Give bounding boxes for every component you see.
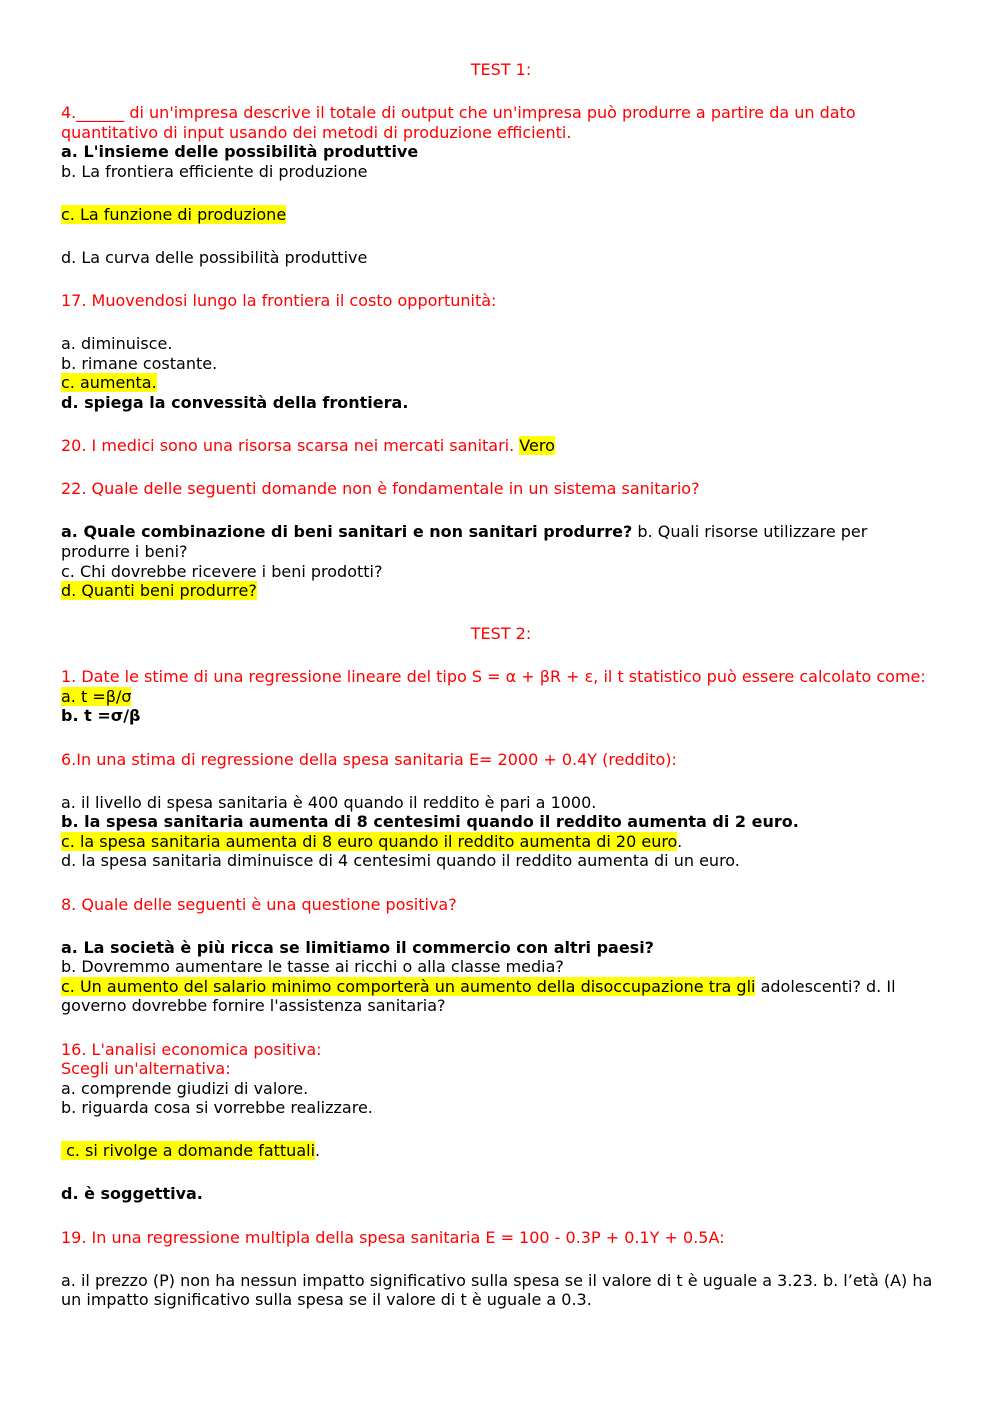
q22-option-a: a. Quale combinazione di beni sanitari e non sanitari produrre? bbox=[61, 522, 633, 542]
q17-option-a: a. diminuisce. bbox=[61, 334, 173, 354]
q4-option-d: d. La curva delle possibilità produttive bbox=[61, 248, 368, 268]
t2-q1-option-b: b. t =σ/β bbox=[61, 706, 141, 726]
q22-option-b: b. Quali risorse utilizzare per produrre i beni? bbox=[61, 522, 868, 561]
q4-option-b: b. La frontiera efficiente di produzione bbox=[61, 161, 368, 181]
t2-q16-option-d: d. è soggettiva. bbox=[61, 1184, 203, 1204]
t2-q16-option-c-highlighted: c. si rivolge a domande fattuali bbox=[61, 1141, 316, 1161]
test2-heading: TEST 2: bbox=[470, 624, 532, 644]
t2-q8-text: 8. Quale delle seguenti è una questione positiva? bbox=[61, 894, 457, 914]
t2-q1-text: 1. Date le stime di una regressione lineare del tipo S = α + βR + ε, il t statistico può essere calcolato come: bbox=[61, 667, 926, 687]
q17-text: 17. Muovendosi lungo la frontiera il costo opportunità: bbox=[61, 291, 497, 311]
t2-q19-options-ab: a. il prezzo (P) non ha nessun impatto significativo sulla spesa se il valore di t è uguale a 3.23. b. l’età (A) ha un impatto significativo sulla spesa se il valore di t è uguale a 0.3. bbox=[61, 1270, 933, 1310]
q17-option-b: b. rimane costante. bbox=[61, 353, 218, 373]
t2-q6-text: 6.In una stima di regressione della spesa sanitaria E= 2000 + 0.4Y (reddito): bbox=[61, 749, 677, 769]
q22-text: 22. Quale delle seguenti domande non è fondamentale in un sistema sanitario? bbox=[61, 479, 700, 499]
t2-q16-option-b: b. riguarda cosa si vorrebbe realizzare. bbox=[61, 1098, 373, 1118]
q20-answer-highlighted: Vero bbox=[519, 436, 555, 456]
t2-q16-option-a: a. comprende giudizi di valore. bbox=[61, 1078, 309, 1098]
q4-text: 4.______ di un'impresa descrive il totale di output che un'impresa può produrre a partire da un dato quantitativo di input usando dei metodi di produzione efficienti. bbox=[61, 103, 856, 142]
q22-option-d-highlighted: d. Quanti beni produrre? bbox=[61, 581, 257, 601]
t2-q8-option-b: b. Dovremmo aumentare le tasse ai ricchi o alla classe media? bbox=[61, 957, 564, 977]
t2-q19-text: 19. In una regressione multipla della spesa sanitaria E = 100 - 0.3P + 0.1Y + 0.5A: bbox=[61, 1227, 725, 1247]
t2-q16-option-c-tail: . bbox=[315, 1141, 321, 1161]
t2-q8-option-c-tail: adolescenti? d. Il governo dovrebbe fornire l'assistenza sanitaria? bbox=[61, 976, 896, 1016]
q17-option-c-highlighted: c. aumenta. bbox=[61, 373, 157, 393]
q4-option-a: a. L'insieme delle possibilità produttive bbox=[61, 142, 419, 162]
t2-q6-option-c-highlighted: c. la spesa sanitaria aumenta di 8 euro quando il reddito aumenta di 20 euro bbox=[61, 831, 678, 851]
t2-q6-option-d: d. la spesa sanitaria diminuisce di 4 centesimi quando il reddito aumenta di un euro. bbox=[61, 851, 740, 871]
q20-text: 20. I medici sono una risorsa scarsa nei mercati sanitari. bbox=[61, 436, 515, 456]
t2-q6-option-a: a. il livello di spesa sanitaria è 400 quando il reddito è pari a 1000. bbox=[61, 792, 597, 812]
t2-q6-option-b: b. la spesa sanitaria aumenta di 8 centesimi quando il reddito aumenta di 2 euro. bbox=[61, 812, 799, 832]
document-page bbox=[61, 60, 941, 1310]
q22-option-c: c. Chi dovrebbe ricevere i beni prodotti? bbox=[61, 561, 383, 581]
t2-q8-option-c-highlighted: c. Un aumento del salario minimo comporterà un aumento della disoccupazione tra gli bbox=[61, 976, 756, 996]
q4-option-c-highlighted: c. La funzione di produzione bbox=[61, 204, 287, 224]
t2-q8-option-a: a. La società è più ricca se limitiamo il commercio con altri paesi? bbox=[61, 937, 654, 957]
test1-heading: TEST 1: bbox=[470, 60, 532, 79]
t2-q6-option-c-tail: . bbox=[677, 831, 683, 851]
q17-option-d: d. spiega la convessità della frontiera. bbox=[61, 393, 409, 413]
t2-q1-option-a-highlighted: a. t =β/σ bbox=[61, 686, 132, 706]
t2-q16-prompt: Scegli un'alternativa: bbox=[61, 1059, 231, 1079]
t2-q16-text: 16. L'analisi economica positiva: bbox=[61, 1039, 322, 1059]
